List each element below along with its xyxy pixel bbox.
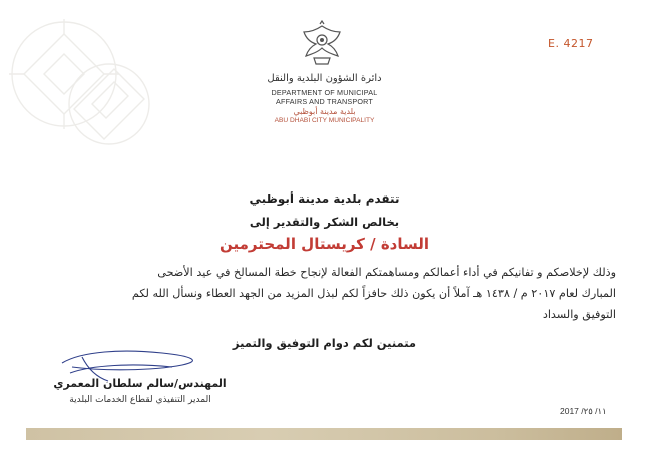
department-name-arabic: دائرة الشؤون البلدية والنقل bbox=[267, 73, 382, 84]
municipality-name-english: ABU DHABI CITY MUNICIPALITY bbox=[274, 117, 375, 124]
department-name-english-line2: AFFAIRS AND TRANSPORT bbox=[276, 97, 373, 106]
recipient-name: السادة / كريستال المحترمين bbox=[219, 235, 430, 253]
body-line-3: التوفيق والسداد bbox=[542, 308, 616, 321]
reference-code: E. 4217 bbox=[548, 37, 594, 50]
bottom-decorative-band bbox=[26, 428, 622, 440]
signatory-name: المهندس/سالم سلطان المعمري bbox=[53, 377, 227, 390]
body-line-2: المبارك لعام ٢٠١٧ م / ١٤٣٨ هـ آملاً أن يكون ذلك حافزاً لكم لبذل المزيد من الجهد العطاء ونسأل الله لكم bbox=[131, 287, 616, 300]
issue-date: 2017 /١١/ ٢٥ bbox=[560, 406, 607, 416]
closing-wish: متمنين لكم دوام التوفيق والتميز bbox=[232, 336, 417, 350]
certificate-intro: تتقدم بلدية مدينة أبوظبي bbox=[249, 192, 400, 206]
certificate-body bbox=[36, 262, 616, 325]
municipality-name-arabic: بلدية مدينة أبوظبي bbox=[293, 107, 356, 116]
department-name-english-line1: DEPARTMENT OF MUNICIPAL bbox=[271, 88, 378, 97]
signatory-title: المدير التنفيذي لقطاع الخدمات البلدية bbox=[69, 395, 211, 405]
body-line-1: وذلك لإخلاصكم و تفانيكم في أداء أعمالكم ومساهمتكم الفعالة لإنجاح خطة المسالخ في عيد الأضحى bbox=[157, 266, 616, 279]
certificate-thanks: بخالص الشكر والتقدير إلى bbox=[249, 215, 400, 229]
falcon-emblem-icon bbox=[296, 20, 348, 68]
